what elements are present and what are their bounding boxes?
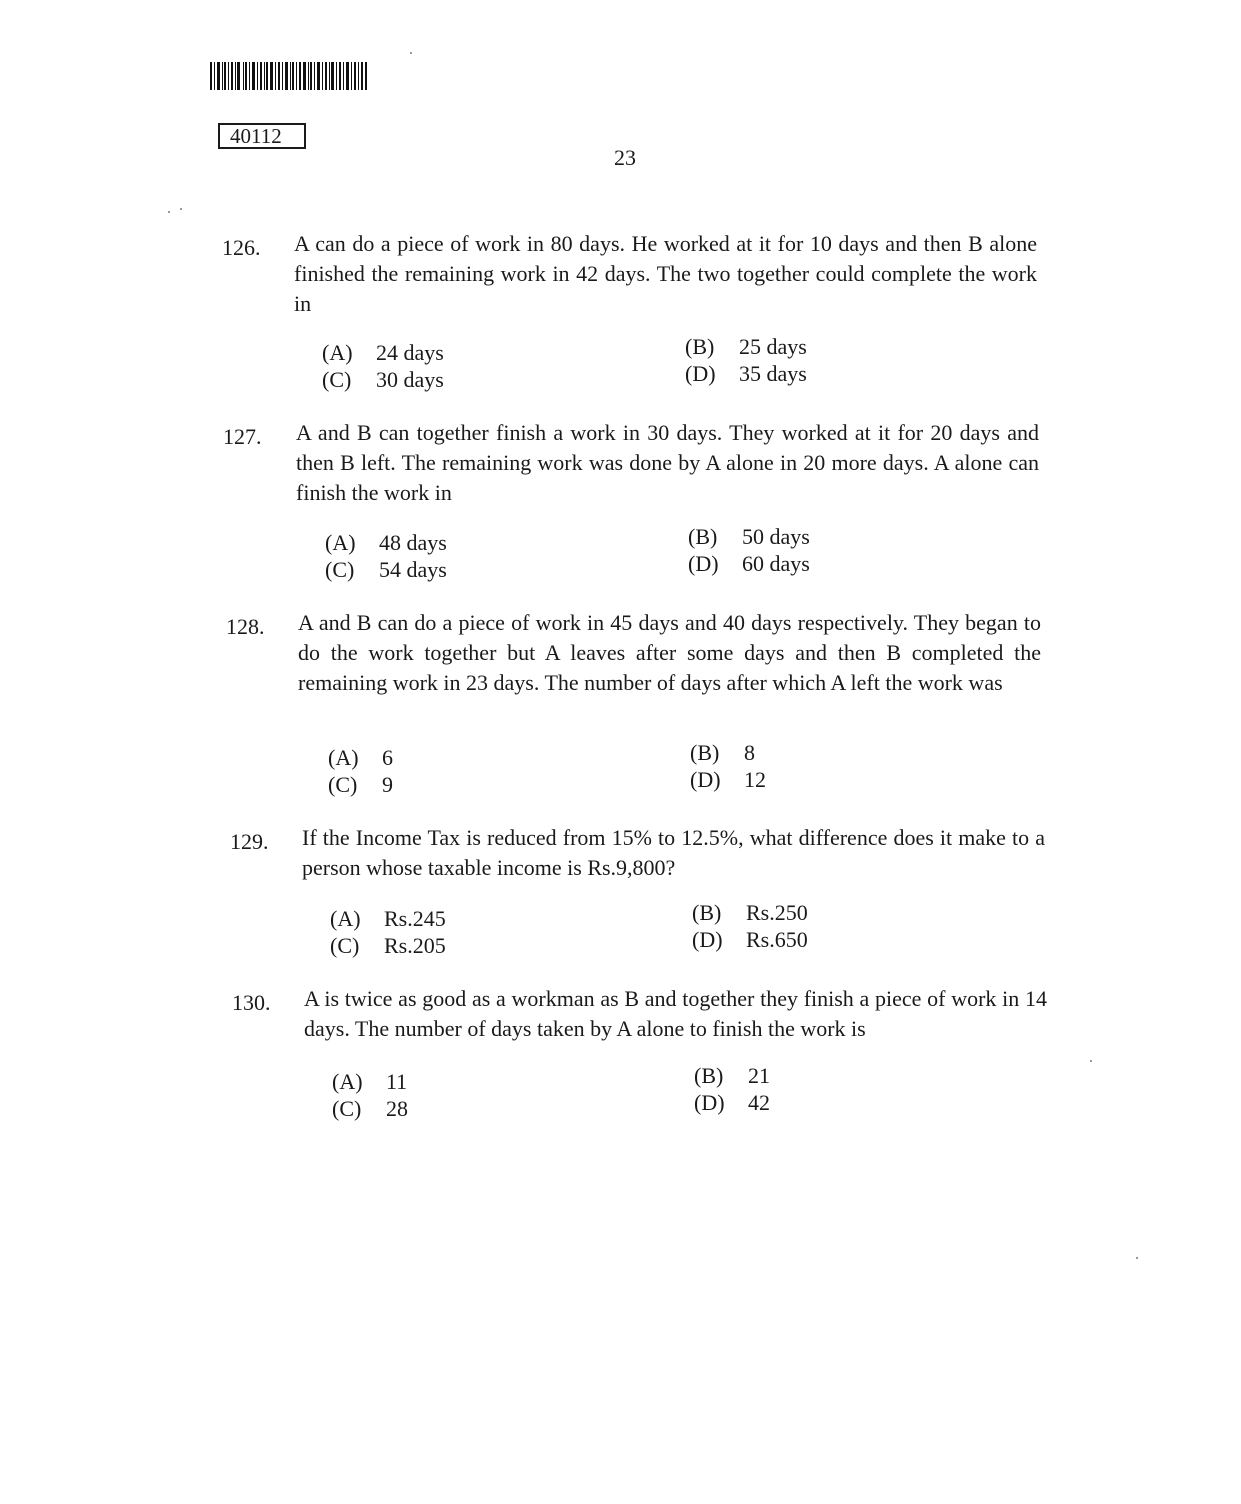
- question-number: 128.: [226, 614, 265, 639]
- option-d: [685, 361, 807, 387]
- scan-speck: [410, 52, 412, 54]
- option-value: 21: [748, 1063, 770, 1088]
- option-value: 42: [748, 1090, 770, 1115]
- option-letter: (A): [328, 745, 359, 770]
- option-letter: (C): [325, 557, 355, 582]
- option-d: [694, 1090, 770, 1116]
- question-text: If the Income Tax is reduced from 15% to 12.5%, what difference does it make to a person whose taxable income is Rs.9,800?: [302, 825, 1045, 880]
- option-b: [694, 1063, 770, 1089]
- option-letter: (B): [690, 740, 720, 765]
- option-value: 8: [744, 740, 755, 765]
- scan-speck: [168, 211, 170, 213]
- option-value: 35 days: [739, 361, 807, 386]
- option-b: [685, 334, 807, 360]
- option-letter: (D): [685, 361, 716, 386]
- question-number: 126.: [222, 235, 261, 260]
- option-value: Rs.650: [746, 927, 808, 952]
- question-text: A can do a piece of work in 80 days. He worked at it for 10 days and then B alone finished the remaining work in 42 days. The two together could complete the work in: [294, 231, 1037, 316]
- option-b: [692, 900, 808, 926]
- option-value: Rs.245: [384, 906, 446, 931]
- option-value: 25 days: [739, 334, 807, 359]
- scan-speck: [1090, 1060, 1092, 1062]
- option-a: [330, 906, 446, 932]
- barcode-image: [210, 62, 367, 90]
- question-number: 129.: [230, 829, 269, 854]
- option-value: 11: [386, 1069, 408, 1094]
- option-value: 12: [744, 767, 766, 792]
- option-value: Rs.250: [746, 900, 808, 925]
- option-letter: (D): [694, 1090, 725, 1115]
- option-value: 50 days: [742, 524, 810, 549]
- option-letter: (A): [325, 530, 356, 555]
- scan-speck: [1136, 1257, 1138, 1259]
- option-letter: (B): [692, 900, 722, 925]
- option-letter: (B): [685, 334, 715, 359]
- question-number: 127.: [223, 424, 262, 449]
- scan-speck: [180, 208, 182, 210]
- option-letter: (C): [328, 772, 358, 797]
- option-letter: (B): [694, 1063, 724, 1088]
- question-number: 130.: [232, 990, 271, 1015]
- option-letter: (D): [688, 551, 719, 576]
- option-b: [688, 524, 810, 550]
- paper-code-box: 40112: [218, 123, 306, 149]
- option-value: 60 days: [742, 551, 810, 576]
- page-number: 23: [614, 145, 636, 170]
- option-a: [322, 340, 444, 366]
- option-value: 54 days: [379, 557, 447, 582]
- question-text: A and B can together finish a work in 30 days. They worked at it for 20 days and then B left. The remaining work was done by A alone in 20 more days. A alone can finish the work in: [296, 420, 1039, 505]
- question-text: A is twice as good as a workman as B and together they finish a piece of work in 14 days. The number of days taken by A alone to finish the work is: [304, 986, 1047, 1041]
- option-c: [330, 933, 446, 959]
- option-c: [325, 557, 447, 583]
- option-letter: (A): [332, 1069, 363, 1094]
- question-text: A and B can do a piece of work in 45 days and 40 days respectively. They began to do the work together but A leaves after some days and then B completed the remaining work in 23 days. The number of days after which A left the work was: [298, 610, 1041, 695]
- option-letter: (D): [692, 927, 723, 952]
- option-letter: (A): [322, 340, 353, 365]
- option-value: 28: [386, 1096, 408, 1121]
- option-letter: (D): [690, 767, 721, 792]
- option-d: [692, 927, 808, 953]
- option-letter: (C): [332, 1096, 362, 1121]
- option-d: [690, 767, 766, 793]
- option-c: [322, 367, 444, 393]
- option-d: [688, 551, 810, 577]
- option-letter: (B): [688, 524, 718, 549]
- option-value: 6: [382, 745, 393, 770]
- option-b: [690, 740, 755, 766]
- option-value: Rs.205: [384, 933, 446, 958]
- option-c: [332, 1096, 408, 1122]
- option-letter: (C): [322, 367, 352, 392]
- option-c: [328, 772, 393, 798]
- option-value: 9: [382, 772, 393, 797]
- option-a: [328, 745, 393, 771]
- option-letter: (C): [330, 933, 360, 958]
- option-letter: (A): [330, 906, 361, 931]
- option-a: [332, 1069, 407, 1095]
- option-a: [325, 530, 447, 556]
- option-value: 24 days: [376, 340, 444, 365]
- option-value: 48 days: [379, 530, 447, 555]
- option-value: 30 days: [376, 367, 444, 392]
